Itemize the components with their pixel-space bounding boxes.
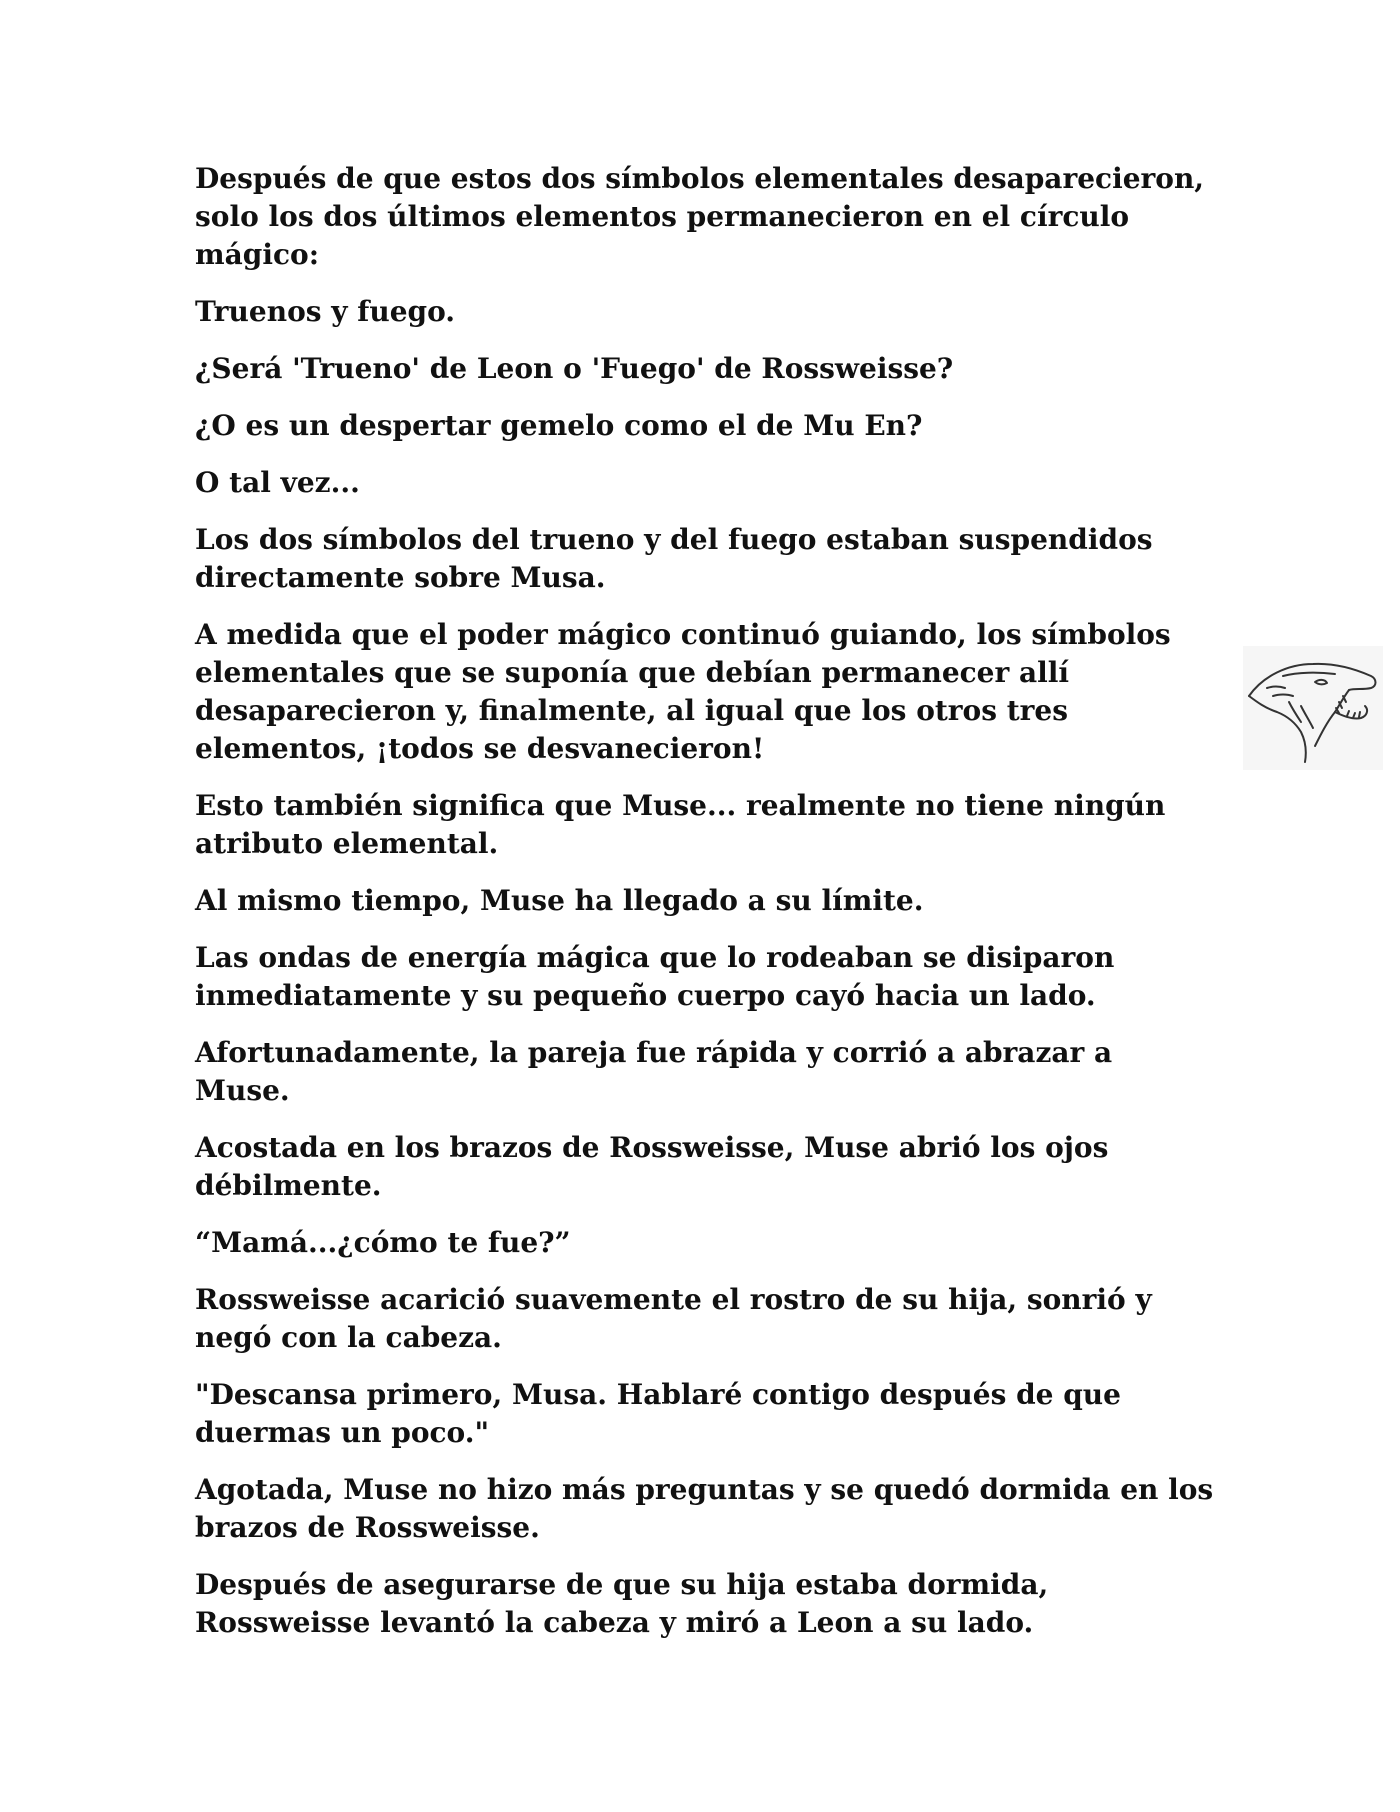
paragraph: Rossweisse acarició suavemente el rostro de su hija, sonrió y negó con la cabeza. [195,1283,1152,1354]
paragraph: Después de asegurarse de que su hija estaba dormida, Rossweisse levantó la cabeza y miró a Leon a su lado. [195,1568,1049,1639]
paragraph: Esto también significa que Muse... realmente no tiene ningún atributo elemental. [195,789,1166,860]
dinosaur-head-icon [1243,646,1383,770]
paragraph: Después de que estos dos símbolos elementales desaparecieron, solo los dos últimos elementos permanecieron en el círculo mágico: [195,162,1205,271]
paragraph: Afortunadamente, la pareja fue rápida y corrió a abrazar a Muse. [195,1036,1113,1107]
paragraph: Acostada en los brazos de Rossweisse, Muse abrió los ojos débilmente. [195,1131,1109,1202]
document-body [195,160,1215,1661]
paragraph: ¿Será 'Trueno' de Leon o 'Fuego' de Rossweisse? [195,352,954,385]
paragraph: Truenos y fuego. [195,295,456,328]
paragraph: Los dos símbolos del trueno y del fuego estaban suspendidos directamente sobre Musa. [195,523,1153,594]
paragraph: A medida que el poder mágico continuó guiando, los símbolos elementales que se suponía que debían permanecer allí desaparecieron y, finalmente, al igual que los otros tres elementos, ¡todos se desvanecieron! [195,618,1171,765]
paragraph: Agotada, Muse no hizo más preguntas y se quedó dormida en los brazos de Rossweisse. [195,1473,1214,1544]
paragraph: "Descansa primero, Musa. Hablaré contigo después de que duermas un poco." [195,1378,1121,1449]
paragraph: “Mamá...¿cómo te fue?” [195,1226,571,1259]
paragraph: Al mismo tiempo, Muse ha llegado a su límite. [195,884,924,917]
paragraph: Las ondas de energía mágica que lo rodeaban se disiparon inmediatamente y su pequeño cuerpo cayó hacia un lado. [195,941,1115,1012]
paragraph: O tal vez... [195,466,360,499]
paragraph: ¿O es un despertar gemelo como el de Mu En? [195,409,923,442]
